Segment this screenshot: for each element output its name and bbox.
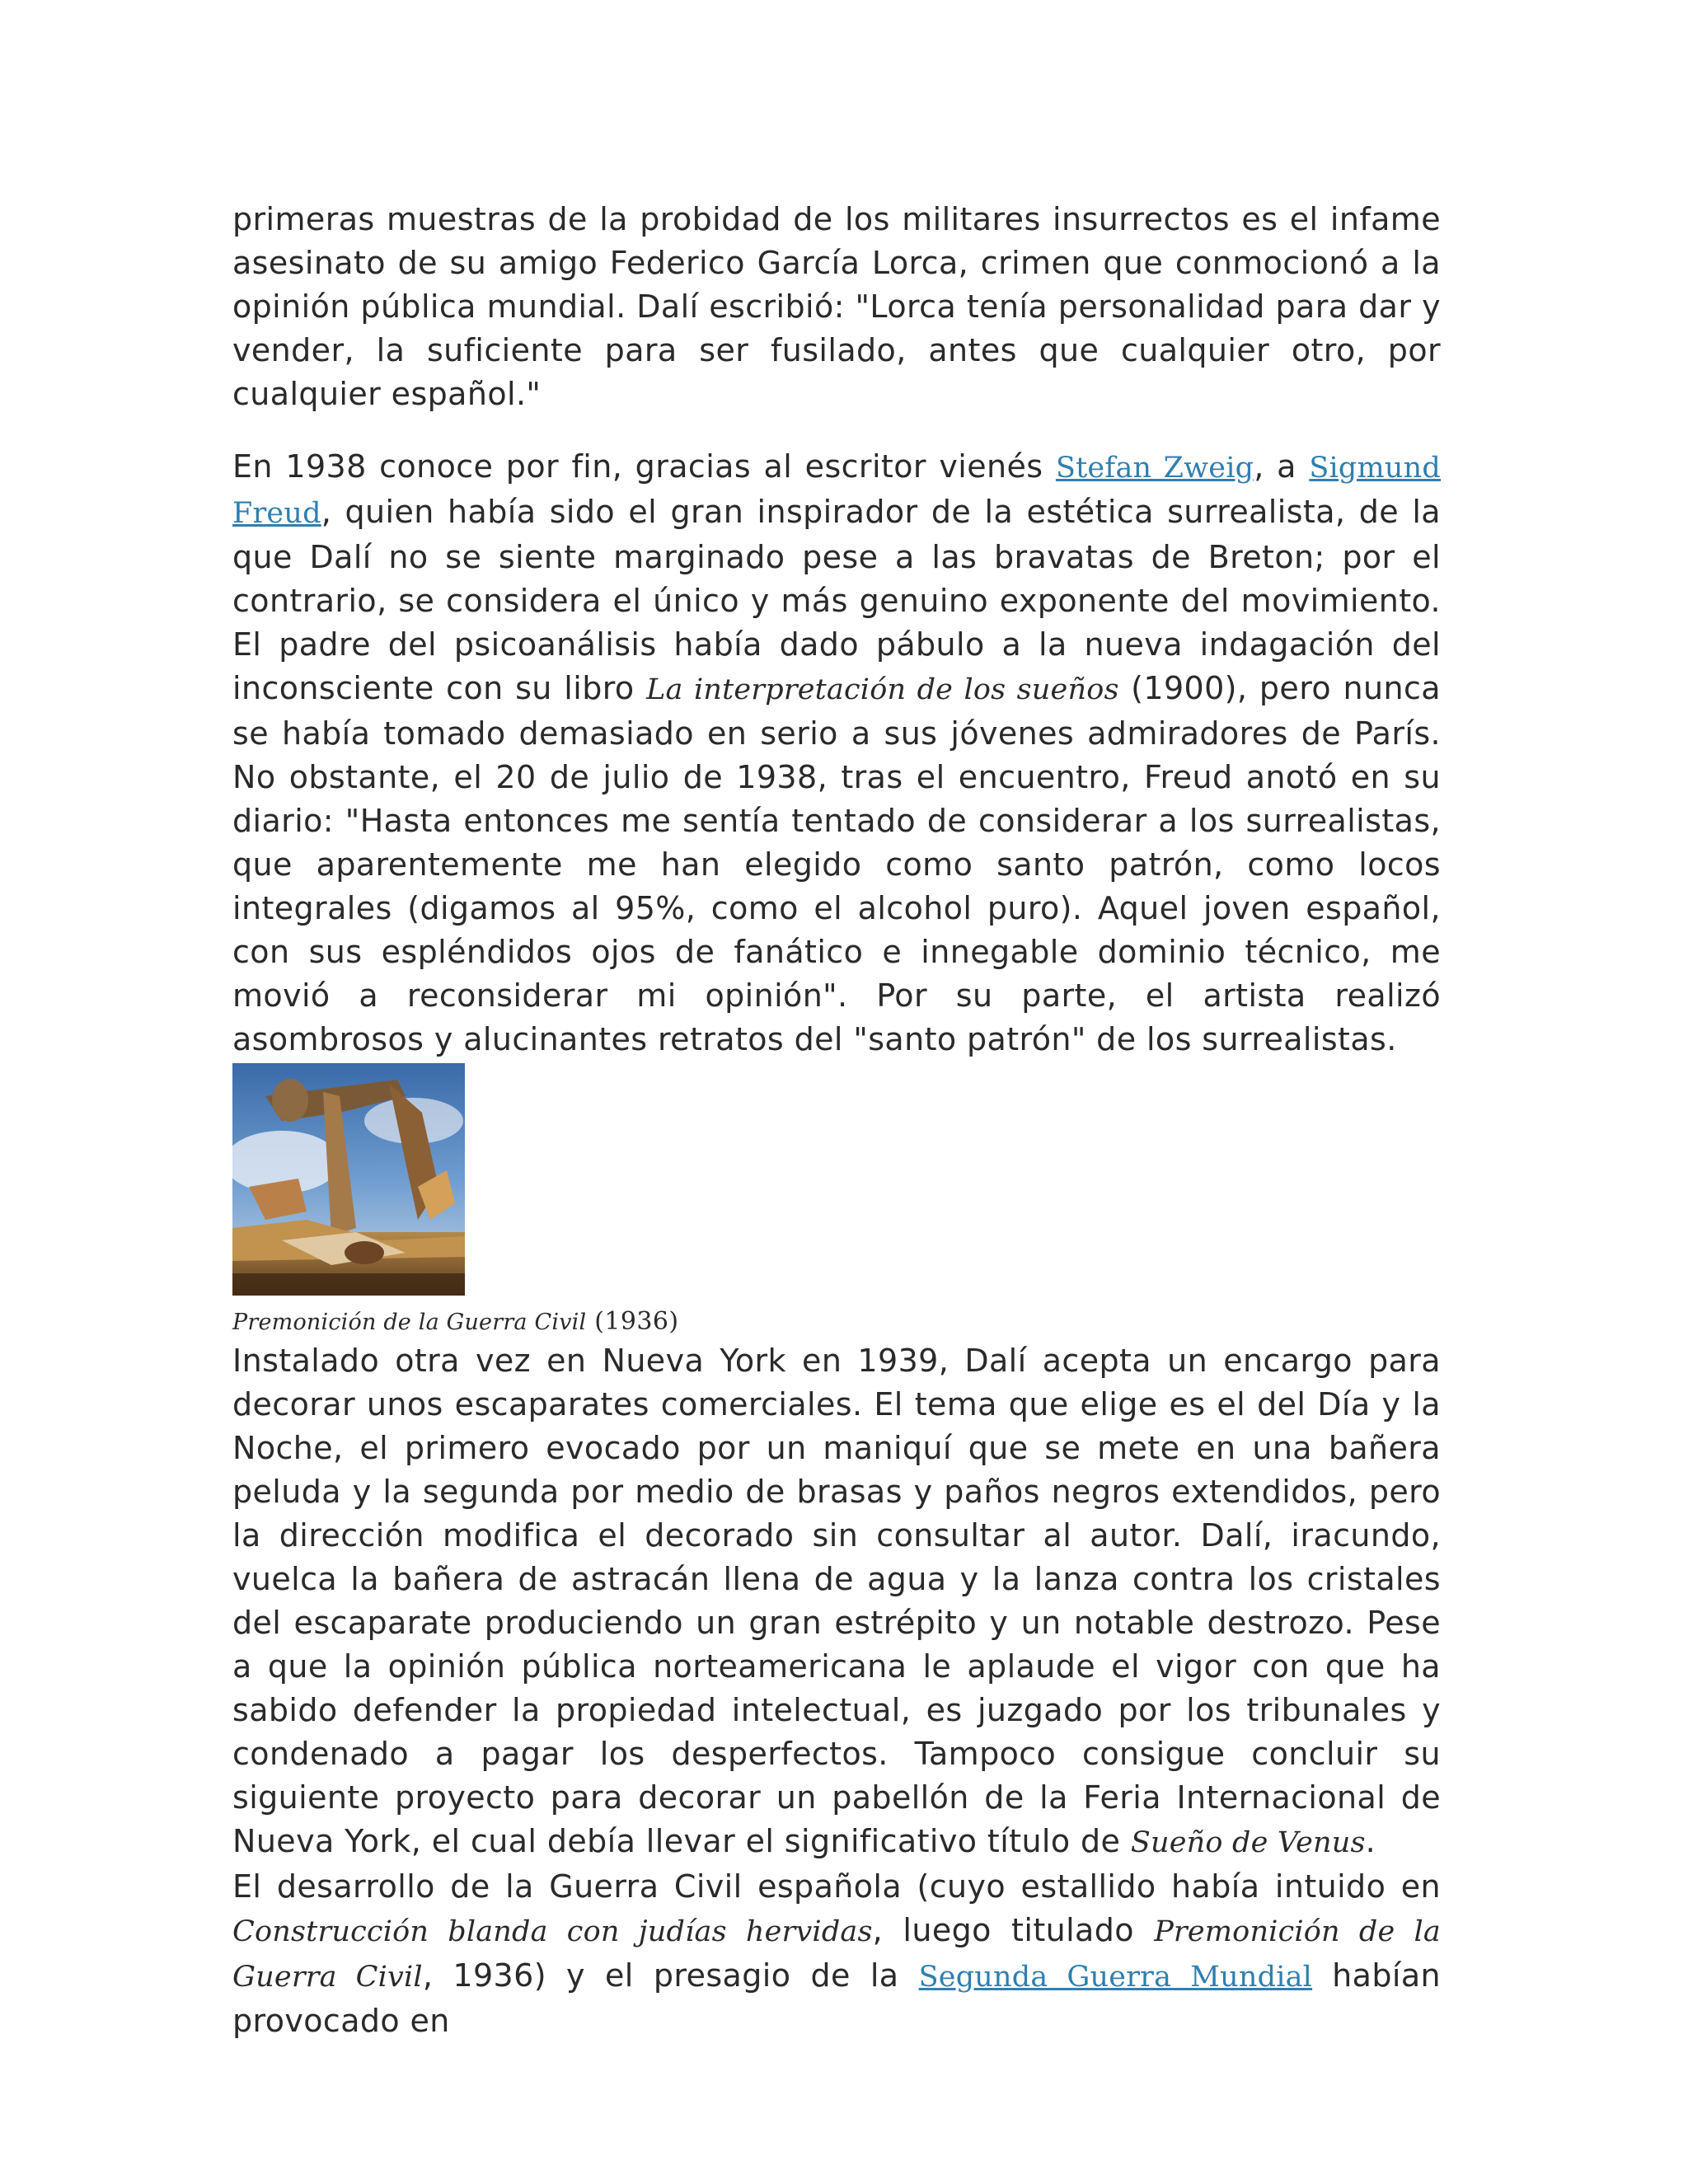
paragraph-nueva-york-text-2: . [1365,1823,1376,1859]
paragraph-nueva-york-text-1: Instalado otra vez en Nueva York en 1939, Dalí acepta un encargo para decorar unos escaparates comerciales. El tema que elige es el del Día y la Noche, el primero evocado por un maniquí que se mete en una bañera peluda y la segunda por medio de brasas y paños negros extendidos, pero la dirección modifica el decorado sin consultar al autor. Dalí, iracundo, vuelca la bañera de astracán llena de agua y la lanza contra los cristales del escaparate produciendo un gran estrépito y un notable destrozo. Pese a que la opinión pública norteamericana le aplaude el vigor con que ha sabido defender la propiedad intelectual, es juzgado por los tribunales y condenado a pagar los desperfectos. Tampoco consigue concluir su siguiente proyecto para decorar un pabellón de la Feria Internacional de Nueva York, el cual debía llevar el significativo título de [232,1343,1441,1859]
link-stefan-zweig[interactable]: Stefan Zweig [1055,452,1254,485]
document-body [232,198,1441,2043]
paragraph-freud-text-2: , a [1254,448,1310,485]
link-segunda-guerra-mundial[interactable]: Segunda Guerra Mundial [918,1961,1313,1994]
paragraph-freud-text-1: En 1938 conoce por fin, gracias al escritor vienés [232,448,1056,485]
work-title-construccion-blanda: Construcción blanda con judías hervidas [232,1915,873,1948]
paragraph-guerra-text-4: habían provocado en [232,1957,1441,2039]
work-title-sueno-de-venus: Sueño de Venus [1130,1826,1366,1859]
caption-year: (1936) [586,1307,679,1336]
image-caption [232,1305,1441,1339]
work-title-premonicion: Premonición de la Guerra Civil [232,1915,1441,1994]
paragraph-freud [232,445,1441,1062]
paragraph-lorca-text: primeras muestras de la probidad de los militares insurrectos es el infame asesinato de su amigo Federico García Lorca, crimen que conmocionó a la opinión pública mundial. Dalí escribió: "Lorca tenía personalidad para dar y vender, la suficiente para ser fusilado, antes que cualquier otro, por cualquier español." [232,201,1441,412]
book-title-interpretacion-suenos: La interpretación de los sueños [646,673,1119,706]
paragraph-freud-text-3: , quien había sido el gran inspirador de la estética surrealista, de la que Dalí no se siente marginado pese a las bravatas de Breton; por el contrario, se considera el único y más genuino exponente del movimiento. El padre del psicoanálisis había dado pábulo a la nueva indagación del inconsciente con su libro [232,494,1441,706]
paragraph-guerra [232,1865,1441,2043]
paragraph-guerra-text-1: El desarrollo de la Guerra Civil española (cuyo estallido había intuido en [232,1868,1441,1905]
paragraph-nueva-york [232,1339,1441,1865]
paragraph-lorca [232,198,1441,416]
link-sigmund-freud[interactable]: Sigmund Freud [232,452,1442,530]
paragraph-guerra-text-2: , luego titulado [872,1912,1155,1948]
paragraph-guerra-text-3: , 1936) y el presagio de la [422,1957,919,1994]
paragraph-freud-text-4: (1900), pero nunca se había tomado demasiado en serio a sus jóvenes admiradores de París. No obstante, el 20 de julio de 1938, tras el encuentro, Freud anotó en su diario: "Hasta entonces me sentía tentado de considerar a los surrealistas, que aparentemente me han elegido como santo patrón, como locos integrales (digamos al 95%, como el alcohol puro). Aquel joven español, con sus espléndidos ojos de fanático e innegable dominio técnico, me movió a reconsiderar mi opinión". Por su parte, el artista realizó asombrosos y alucinantes retratos del "santo patrón" de los surrealistas. [232,670,1441,1057]
caption-title: Premonición de la Guerra Civil [232,1310,587,1335]
painting-image [232,1063,465,1296]
